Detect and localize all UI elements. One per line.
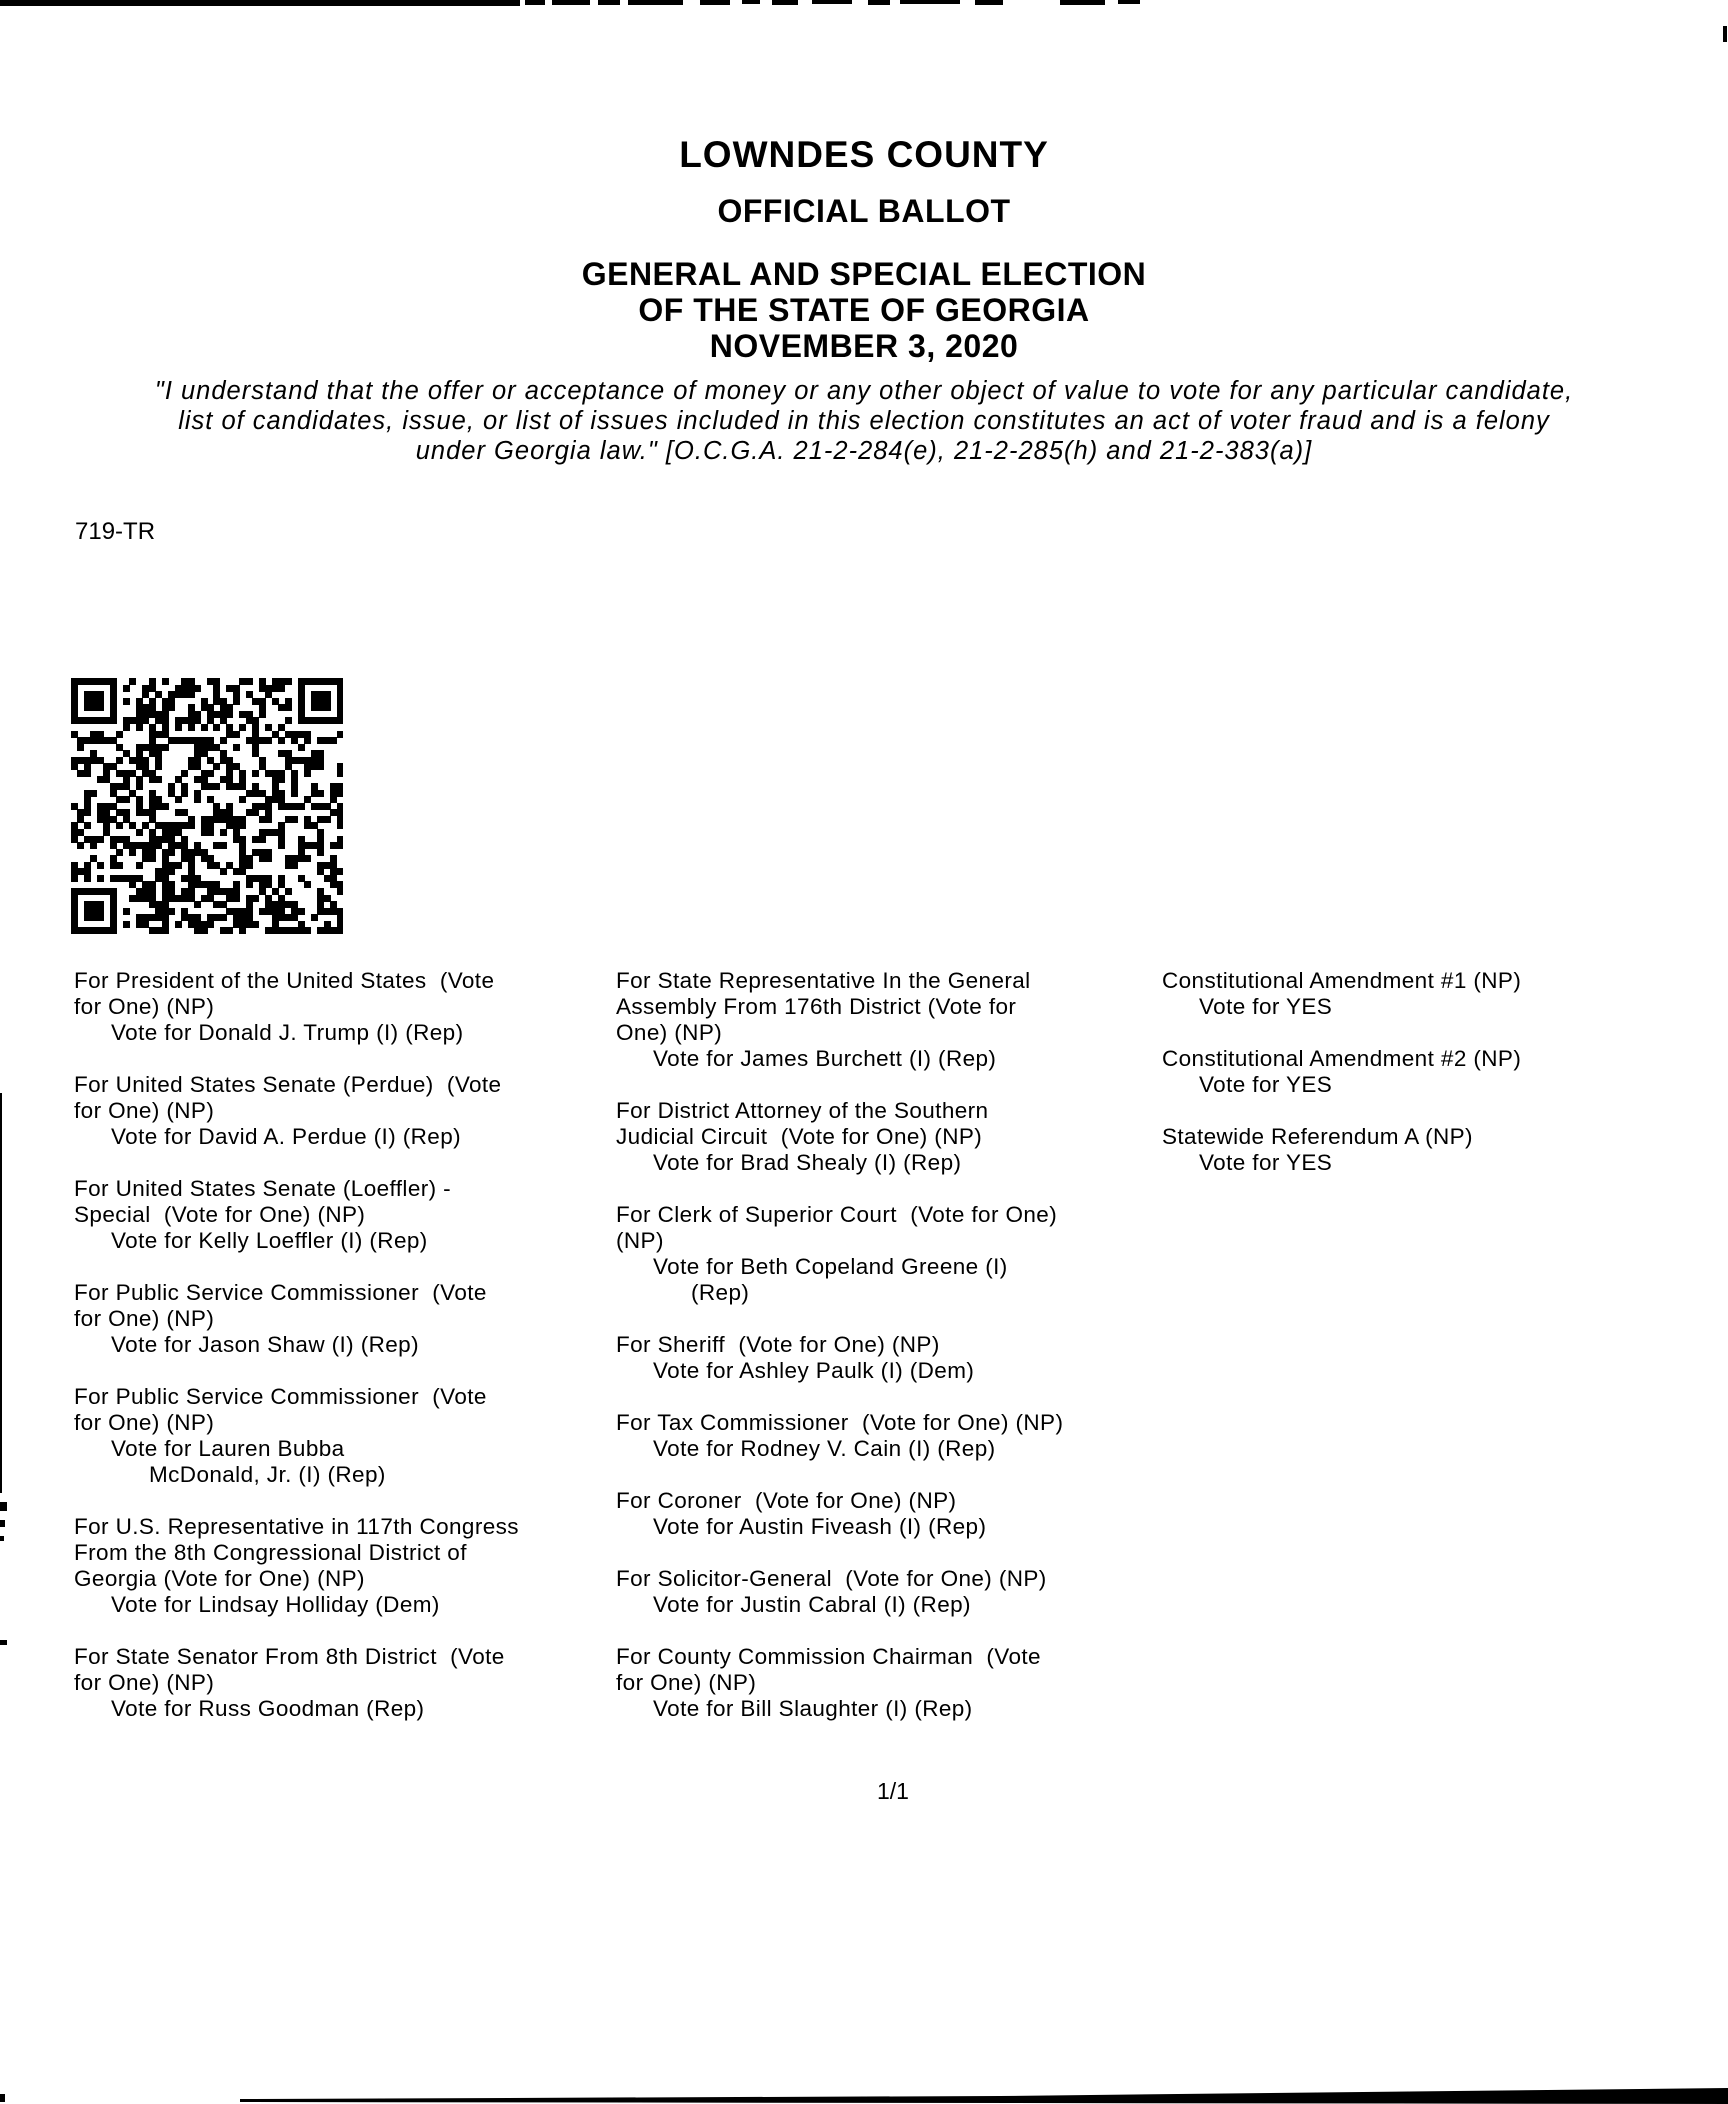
vote-line: McDonald, Jr. (I) (Rep) (149, 1462, 386, 1487)
scan-dash (975, 0, 1003, 5)
ballot-column-2 (616, 968, 1156, 1748)
scan-dash (772, 0, 798, 5)
race-title-line: Constitutional Amendment #1 (NP) (1162, 968, 1522, 993)
ballot-column-3 (1162, 968, 1702, 1202)
vote-line: Vote for Brad Shealy (I) (Rep) (653, 1150, 962, 1175)
race-title-line: For Coroner (Vote for One) (NP) (616, 1488, 957, 1513)
vote-line: Vote for Kelly Loeffler (I) (Rep) (111, 1228, 428, 1253)
vote-line: Vote for Lindsay Holliday (Dem) (111, 1592, 440, 1617)
race-title-line: For County Commission Chairman (Vote (616, 1644, 1041, 1669)
vote-line: (Rep) (691, 1280, 750, 1305)
left-edge-scan-line (0, 1093, 2, 1493)
scan-dash (0, 1640, 7, 1645)
vote-line: Vote for YES (1199, 1150, 1333, 1175)
page-number: 1/1 (877, 1778, 909, 1804)
ballot-type-title: OFFICIAL BALLOT (717, 193, 1011, 229)
race-block (616, 1202, 1156, 1306)
race-block (74, 1514, 614, 1618)
scan-dash (525, 0, 545, 5)
race-title-line: For Solicitor-General (Vote for One) (NP) (616, 1566, 1047, 1591)
scan-dash (1060, 0, 1105, 5)
ballot-column-1 (74, 968, 614, 1748)
scan-dash (0, 1502, 7, 1511)
race-block (1162, 1046, 1702, 1098)
vote-line: Vote for Jason Shaw (I) (Rep) (111, 1332, 419, 1357)
vote-line: Vote for Austin Fiveash (I) (Rep) (653, 1514, 987, 1539)
race-title-line: for One) (NP) (74, 994, 215, 1019)
bottom-scan-line (0, 2080, 1728, 2104)
race-block (74, 1644, 614, 1722)
scan-dash (868, 0, 890, 5)
race-block (1162, 968, 1702, 1020)
race-title-line: From the 8th Congressional District of (74, 1540, 467, 1565)
scan-dash (900, 0, 960, 4)
race-title-line: For U.S. Representative in 117th Congress (74, 1514, 519, 1539)
vote-line: Vote for Russ Goodman (Rep) (111, 1696, 425, 1721)
vote-line: Vote for Ashley Paulk (I) (Dem) (653, 1358, 975, 1383)
precinct-code: 719-TR (75, 518, 156, 545)
race-block (616, 1566, 1156, 1618)
county-title: LOWNDES COUNTY (679, 134, 1049, 175)
disclaimer-line: "I understand that the offer or acceptance of money or any other object of value to vote for any particular candidate, (154, 377, 1574, 405)
vote-line: Vote for Bill Slaughter (I) (Rep) (653, 1696, 973, 1721)
vote-line: Vote for Rodney V. Cain (I) (Rep) (653, 1436, 996, 1461)
race-title-line: for One) (NP) (616, 1670, 757, 1695)
top-scan-line (0, 0, 520, 6)
race-block (616, 1644, 1156, 1722)
vote-line: Vote for James Burchett (I) (Rep) (653, 1046, 997, 1071)
race-block (616, 1488, 1156, 1540)
race-title-line: One) (NP) (616, 1020, 723, 1045)
election-title-line2: OF THE STATE OF GEORGIA (638, 292, 1090, 328)
scan-dash (812, 0, 852, 4)
scan-dash (552, 0, 590, 5)
race-title-line: For United States Senate (Perdue) (Vote (74, 1072, 502, 1097)
race-block (616, 1410, 1156, 1462)
race-block (616, 1098, 1156, 1176)
ballot-qr-code (71, 678, 343, 934)
race-block (74, 1280, 614, 1358)
scan-dash (0, 1520, 5, 1527)
vote-line: Vote for Lauren Bubba (111, 1436, 345, 1461)
race-title-line: (NP) (616, 1228, 664, 1253)
race-title-line: For State Representative In the General (616, 968, 1031, 993)
disclaimer-line: list of candidates, issue, or list of issues included in this election constitutes an act of voter fraud and is a felony (178, 407, 1550, 435)
race-title-line: For Public Service Commissioner (Vote (74, 1280, 487, 1305)
race-title-line: For District Attorney of the Southern (616, 1098, 989, 1123)
race-title-line: for One) (NP) (74, 1410, 215, 1435)
election-title-line1: GENERAL AND SPECIAL ELECTION (581, 256, 1147, 292)
race-title-line: For Public Service Commissioner (Vote (74, 1384, 487, 1409)
race-block (74, 1176, 614, 1254)
disclaimer-line: under Georgia law." [O.C.G.A. 21-2-284(e), 21-2-285(h) and 21-2-383(a)] (415, 437, 1313, 465)
election-title (0, 256, 1728, 364)
race-block (74, 968, 614, 1046)
scan-dash (742, 0, 760, 4)
race-title-line: for One) (NP) (74, 1670, 215, 1695)
race-title-line: For State Senator From 8th District (Vote (74, 1644, 505, 1669)
race-block (616, 968, 1156, 1072)
race-title-line: Special (Vote for One) (NP) (74, 1202, 366, 1227)
race-title-line: Judicial Circuit (Vote for One) (NP) (616, 1124, 983, 1149)
race-title-line: Georgia (Vote for One) (NP) (74, 1566, 365, 1591)
race-title-line: For Tax Commissioner (Vote for One) (NP) (616, 1410, 1064, 1435)
race-title-line: For Sheriff (Vote for One) (NP) (616, 1332, 940, 1357)
vote-line: Vote for David A. Perdue (I) (Rep) (111, 1124, 462, 1149)
race-title-line: for One) (NP) (74, 1306, 215, 1331)
scan-dash (700, 0, 730, 5)
race-title-line: Constitutional Amendment #2 (NP) (1162, 1046, 1522, 1071)
race-block (74, 1384, 614, 1488)
vote-line: Vote for Donald J. Trump (I) (Rep) (111, 1020, 464, 1045)
race-title-line: for One) (NP) (74, 1098, 215, 1123)
vote-line: Vote for YES (1199, 1072, 1333, 1097)
scan-dash (598, 0, 620, 5)
vote-line: Vote for YES (1199, 994, 1333, 1019)
race-title-line: Statewide Referendum A (NP) (1162, 1124, 1473, 1149)
scan-dash (1723, 26, 1727, 42)
scan-dash (628, 0, 683, 5)
scan-dash (0, 1536, 4, 1541)
election-date: NOVEMBER 3, 2020 (709, 328, 1019, 364)
race-title-line: For United States Senate (Loeffler) - (74, 1176, 452, 1201)
race-title-line: For Clerk of Superior Court (Vote for One) (616, 1202, 1058, 1227)
race-title-line: Assembly From 176th District (Vote for (616, 994, 1017, 1019)
scan-dash (1118, 0, 1140, 4)
vote-line: Vote for Justin Cabral (I) (Rep) (653, 1592, 971, 1617)
vote-line: Vote for Beth Copeland Greene (I) (653, 1254, 1008, 1279)
race-block (74, 1072, 614, 1150)
race-block (616, 1332, 1156, 1384)
race-block (1162, 1124, 1702, 1176)
voter-fraud-disclaimer (0, 376, 1728, 466)
race-title-line: For President of the United States (Vote (74, 968, 495, 993)
